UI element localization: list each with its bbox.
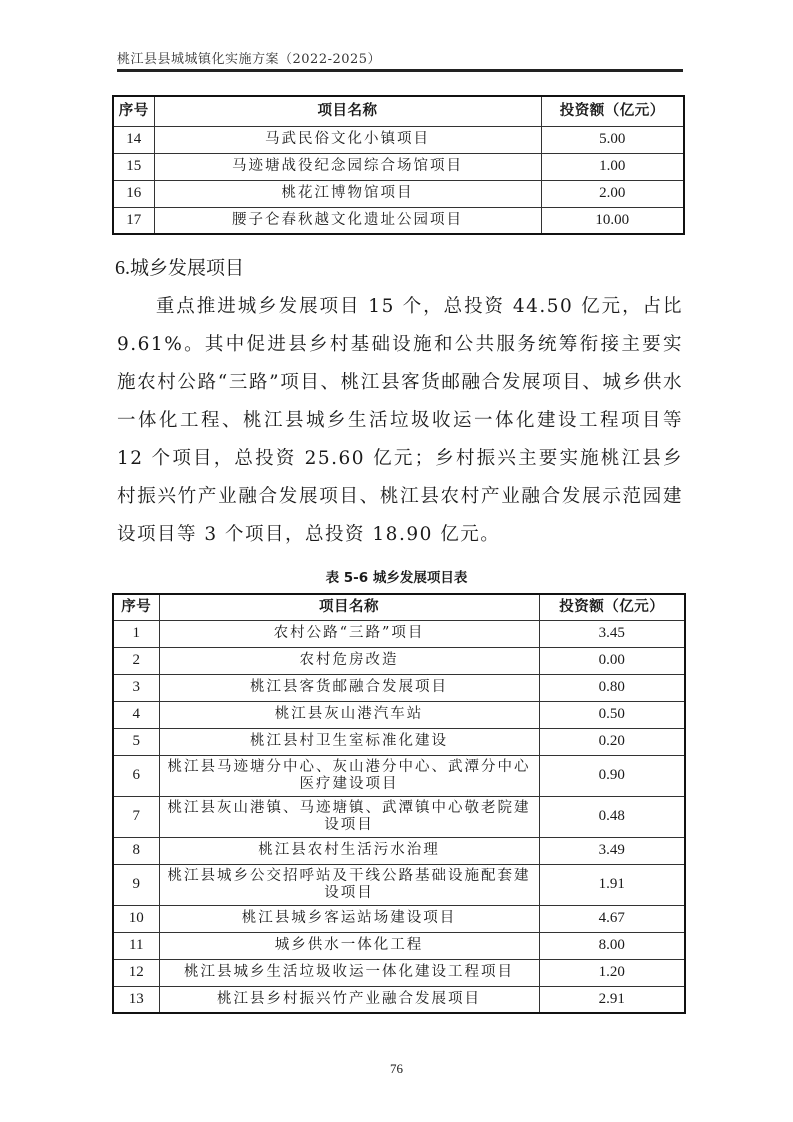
row-name: 桃江县马迹塘分中心、灰山港分中心、武潭分中心医疗建设项目 (159, 755, 539, 796)
row-name: 桃江县灰山港汽车站 (159, 701, 539, 728)
section-heading (115, 253, 244, 280)
row-amount: 0.50 (539, 701, 685, 728)
table-row (113, 755, 685, 796)
row-amount: 1.91 (539, 864, 685, 905)
row-name: 桃江县城乡公交招呼站及干线公路基础设施配套建设项目 (159, 864, 539, 905)
column-header-name: 项目名称 (159, 594, 539, 620)
row-amount: 1.00 (541, 153, 684, 180)
table-row (113, 959, 685, 986)
table-row (113, 126, 684, 153)
body-paragraph: 重点推进城乡发展项目 15 个，总投资 44.50 亿元，占比 9.61%。其中促进县乡村基础设施和公共服务统筹衔接主要实施农村公路“三路”项目、桃江县客货邮融合发展项目、城乡供水一体化工程、桃江县城乡生活垃圾收运一体化建设工程项目等 12 个项目，总投资 25.60 亿元；乡村振兴主要实施桃江县乡村振兴竹产业融合发展项目、桃江县农村产业融合发展示范园建设项目等 3 个项目，总投资 18.90 亿元。 (117, 296, 683, 545)
table-row (113, 701, 685, 728)
row-no: 17 (113, 207, 154, 234)
row-name: 桃江县村卫生室标准化建设 (159, 728, 539, 755)
row-amount: 10.00 (541, 207, 684, 234)
column-header-no: 序号 (113, 594, 159, 620)
column-header-no: 序号 (113, 96, 154, 126)
row-name: 桃江县城乡生活垃圾收运一体化建设工程项目 (159, 959, 539, 986)
table-row (113, 986, 685, 1013)
table-row (113, 674, 685, 701)
row-amount: 0.80 (539, 674, 685, 701)
row-no: 9 (113, 864, 159, 905)
row-no: 11 (113, 932, 159, 959)
row-amount: 1.20 (539, 959, 685, 986)
row-amount: 2.91 (539, 986, 685, 1013)
row-name: 桃江县客货邮融合发展项目 (159, 674, 539, 701)
row-no: 5 (113, 728, 159, 755)
row-amount: 0.90 (539, 755, 685, 796)
table-row (113, 932, 685, 959)
column-header-amount: 投资额（亿元） (541, 96, 684, 126)
row-amount: 4.67 (539, 905, 685, 932)
row-no: 15 (113, 153, 154, 180)
row-no: 4 (113, 701, 159, 728)
table-header-row (113, 594, 685, 620)
table-row (113, 864, 685, 905)
continued-project-table (112, 95, 685, 235)
row-name: 桃江县城乡客运站场建设项目 (159, 905, 539, 932)
row-amount: 0.48 (539, 796, 685, 837)
row-name: 农村公路“三路”项目 (159, 620, 539, 647)
row-no: 6 (113, 755, 159, 796)
urban-rural-project-table (112, 593, 686, 1014)
section-title: 城乡发展项目 (130, 257, 245, 279)
row-amount: 8.00 (539, 932, 685, 959)
table-row (113, 180, 684, 207)
page-number: 76 (390, 1061, 403, 1076)
table-header-row (113, 96, 684, 126)
section-number: 6. (115, 257, 130, 279)
row-name: 马迹塘战役纪念园综合场馆项目 (154, 153, 541, 180)
row-no: 1 (113, 620, 159, 647)
column-header-amount: 投资额（亿元） (539, 594, 685, 620)
table-row (113, 647, 685, 674)
row-name: 农村危房改造 (159, 647, 539, 674)
row-no: 8 (113, 837, 159, 864)
row-no: 10 (113, 905, 159, 932)
row-no: 3 (113, 674, 159, 701)
header-rule (117, 69, 683, 72)
row-no: 2 (113, 647, 159, 674)
row-no: 7 (113, 796, 159, 837)
table-row (113, 620, 685, 647)
row-name: 马武民俗文化小镇项目 (154, 126, 541, 153)
table-row (113, 837, 685, 864)
row-no: 14 (113, 126, 154, 153)
row-amount: 3.45 (539, 620, 685, 647)
row-amount: 3.49 (539, 837, 685, 864)
column-header-name: 项目名称 (154, 96, 541, 126)
table-caption: 表 5-6 城乡发展项目表 (325, 570, 468, 586)
row-name: 桃江县农村生活污水治理 (159, 837, 539, 864)
row-name: 腰子仑春秋越文化遗址公园项目 (154, 207, 541, 234)
table-row (113, 207, 684, 234)
row-amount: 0.00 (539, 647, 685, 674)
row-no: 16 (113, 180, 154, 207)
row-name: 桃江县灰山港镇、马迹塘镇、武潭镇中心敬老院建设项目 (159, 796, 539, 837)
row-name: 城乡供水一体化工程 (159, 932, 539, 959)
table-row (113, 905, 685, 932)
row-amount: 5.00 (541, 126, 684, 153)
row-name: 桃花江博物馆项目 (154, 180, 541, 207)
table-row (113, 728, 685, 755)
row-no: 13 (113, 986, 159, 1013)
row-amount: 0.20 (539, 728, 685, 755)
table-row (113, 153, 684, 180)
table-row (113, 796, 685, 837)
row-no: 12 (113, 959, 159, 986)
row-amount: 2.00 (541, 180, 684, 207)
running-header: 桃江县县城城镇化实施方案（2022-2025） (117, 52, 382, 67)
row-name: 桃江县乡村振兴竹产业融合发展项目 (159, 986, 539, 1013)
